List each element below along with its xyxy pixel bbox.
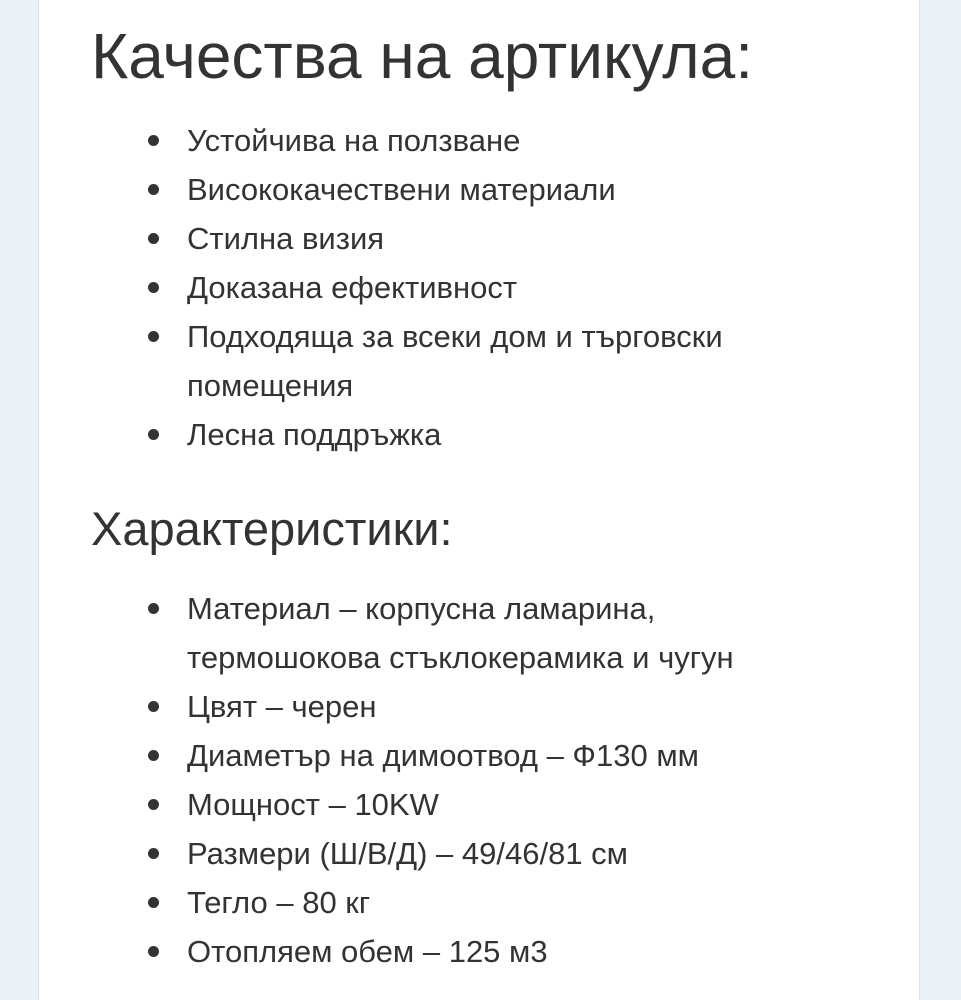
bullet-icon xyxy=(148,750,159,761)
list-item xyxy=(91,165,891,214)
list-item xyxy=(91,829,891,878)
specs-heading: Характеристики: xyxy=(91,502,453,555)
article-content xyxy=(91,18,891,976)
list-item-text: Размери (Ш/В/Д) – 49/46/81 см xyxy=(187,836,628,871)
list-item xyxy=(91,263,891,312)
list-item xyxy=(91,731,891,780)
list-item xyxy=(91,682,891,731)
qualities-list xyxy=(91,116,891,459)
list-item-text: Отопляем обем – 125 м3 xyxy=(187,934,548,969)
list-item xyxy=(91,116,891,165)
list-item-text: Висококачествени материали xyxy=(187,172,616,207)
specs-list xyxy=(91,584,891,976)
list-item-text: Материал – корпусна ламарина, термошокова стъклокерамика и чугун xyxy=(187,591,734,675)
list-item-text: Стилна визия xyxy=(187,221,385,256)
bullet-icon xyxy=(148,282,159,293)
list-item xyxy=(91,780,891,829)
bullet-icon xyxy=(148,897,159,908)
list-item-text: Тегло – 80 кг xyxy=(187,885,371,920)
qualities-heading: Качества на артикула: xyxy=(91,20,753,92)
bullet-icon xyxy=(148,429,159,440)
list-item-text: Диаметър на димоотвод – Ф130 мм xyxy=(187,738,699,773)
bullet-icon xyxy=(148,848,159,859)
bullet-icon xyxy=(148,184,159,195)
list-item-text: Лесна поддръжка xyxy=(187,417,442,452)
bullet-icon xyxy=(148,946,159,957)
page-panel xyxy=(38,0,920,1000)
bullet-icon xyxy=(148,603,159,614)
list-item xyxy=(91,214,891,263)
list-item xyxy=(91,312,807,410)
bullet-icon xyxy=(148,799,159,810)
list-item xyxy=(91,927,891,976)
list-item-text: Подходяща за всеки дом и търговски помещения xyxy=(187,319,723,403)
bullet-icon xyxy=(148,135,159,146)
bullet-icon xyxy=(148,701,159,712)
bullet-icon xyxy=(148,233,159,244)
list-item-text: Доказана ефективност xyxy=(187,270,518,305)
list-item xyxy=(91,878,891,927)
list-item-text: Цвят – черен xyxy=(187,689,377,724)
list-item-text: Устойчива на ползване xyxy=(187,123,521,158)
list-item xyxy=(91,410,891,459)
list-item-text: Мощност – 10KW xyxy=(187,787,439,822)
bullet-icon xyxy=(148,331,159,342)
list-item xyxy=(91,584,837,682)
